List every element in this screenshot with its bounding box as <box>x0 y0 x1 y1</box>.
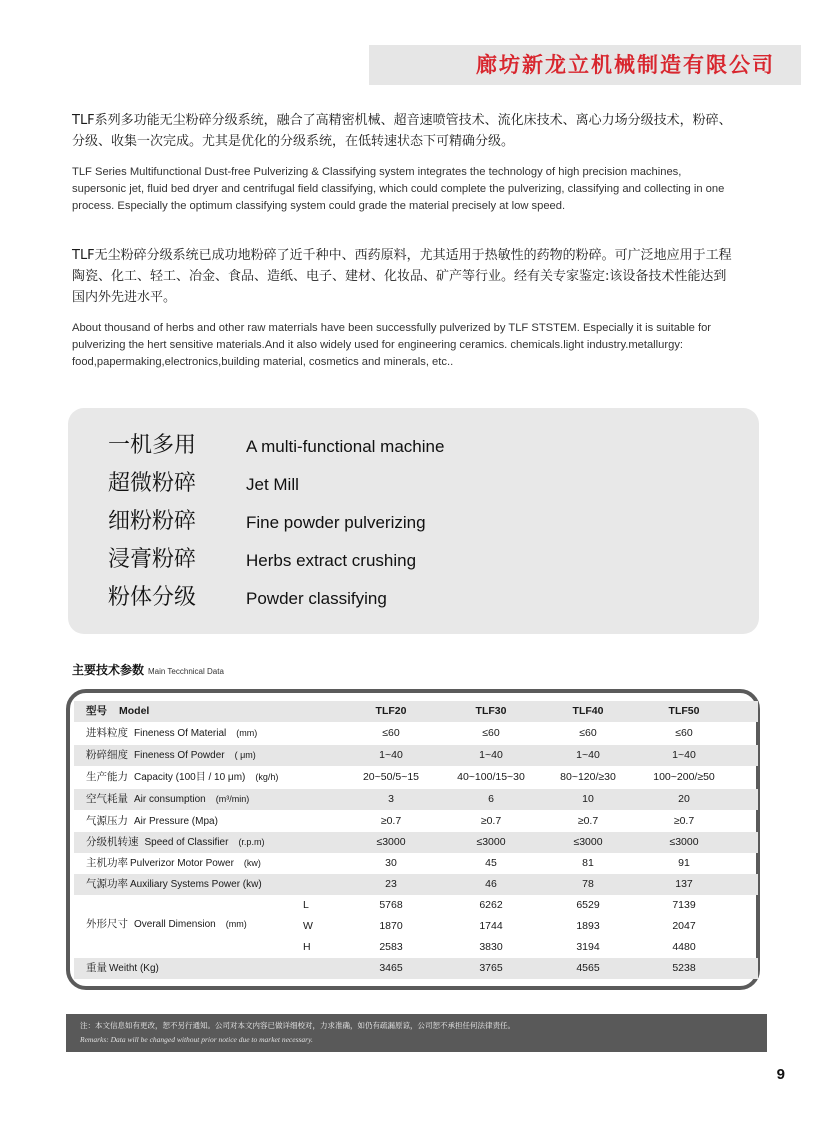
table-cell: 3 <box>388 793 394 805</box>
table-cell: ≤3000 <box>669 836 699 848</box>
spec-title-en: Main Tecchnical Data <box>148 667 224 676</box>
dimension-axis: W <box>303 920 313 932</box>
row-label <box>86 811 218 832</box>
row-label-unit: (kg/h) <box>255 772 279 782</box>
table-cell: ≤60 <box>579 727 597 739</box>
row-label-unit: (m³/min) <box>215 794 250 804</box>
feature-en: A multi-functional machine <box>246 437 445 456</box>
intro-paragraph-cn-2: TLF无尘粉碎分级系统已成功地粉碎了近千种中、西药原料，尤其适用于热敏性的药物的粉碎。可广泛地应用于工程陶瓷、化工、轻工、冶金、食品、造纸、电子、建材、化妆品、矿产等行业。经有关专家鉴定:该设备技术性能达到国内外先进水平。 <box>72 248 732 305</box>
feature-box <box>68 408 759 634</box>
row-label-unit: (mm) <box>236 728 258 738</box>
table-cell: 45 <box>485 857 497 869</box>
row-label-en: Fineness Of Material <box>134 728 227 739</box>
dimension-label-en: Overall Dimension <box>134 919 216 930</box>
table-cell: 2583 <box>379 941 403 953</box>
table-cell: 20~50/5~15 <box>362 771 420 783</box>
table-cell: 10 <box>582 793 594 805</box>
table-cell: ≥0.7 <box>380 815 402 827</box>
feature-cn: 细粉粉碎 <box>108 509 197 534</box>
row-label-cn: 主机功率 <box>86 857 128 869</box>
table-cell: 3465 <box>379 962 403 974</box>
table-row <box>74 767 758 788</box>
header-label-cn: 型号 <box>86 705 107 717</box>
table-cell: 6262 <box>479 899 503 911</box>
table-cell: ≤60 <box>482 727 500 739</box>
dimension-row <box>74 895 758 916</box>
table-cell: 3830 <box>479 941 503 953</box>
row-label <box>86 874 262 895</box>
feature-en: Powder classifying <box>246 589 387 608</box>
dimension-axis: L <box>303 899 309 911</box>
spec-title <box>72 660 224 680</box>
row-label-cn: 进料粒度 <box>86 727 128 739</box>
row-label-unit: ( μm) <box>234 750 256 760</box>
table-cell: ≤3000 <box>376 836 406 848</box>
table-cell: 78 <box>582 878 594 890</box>
remarks-cn: 注：本文信息如有更改，恕不另行通知。公司对本文内容已做详细校对，力求准确，如仍有疏漏原谅，公司恕不承担任何法律责任。 <box>80 1021 515 1030</box>
table-cell: 100~200/≥50 <box>653 771 715 783</box>
remarks-en: Remarks: Data will be changed without prior notice due to market necessary. <box>80 1035 313 1044</box>
feature-cn: 超微粉碎 <box>108 471 197 496</box>
row-label-cn: 生产能力 <box>86 771 128 783</box>
dimension-row <box>74 937 758 958</box>
feature-cn: 一机多用 <box>108 433 197 458</box>
row-label-en: Capacity (100目 / 10 μm) <box>134 772 246 783</box>
table-row <box>74 723 758 744</box>
row-label <box>86 958 159 979</box>
model-header: TLF50 <box>668 705 700 717</box>
row-label <box>86 723 257 744</box>
page-number: 9 <box>776 1066 785 1083</box>
table-cell: 4480 <box>672 941 696 953</box>
table-cell: 91 <box>678 857 690 869</box>
dimension-label-cn: 外形尺寸 <box>86 918 128 930</box>
table-cell: ≤3000 <box>476 836 506 848</box>
row-label-cn: 重量 <box>86 962 107 974</box>
table-cell: 30 <box>385 857 397 869</box>
model-header: TLF40 <box>572 705 604 717</box>
table-cell: 40~100/15~30 <box>457 771 525 783</box>
dimension-label-unit: (mm) <box>225 919 247 929</box>
row-label-cn: 粉碎细度 <box>86 749 128 761</box>
table-cell: 137 <box>675 878 693 890</box>
table-cell: 1893 <box>576 920 600 932</box>
model-header: TLF20 <box>375 705 407 717</box>
intro-paragraph-en-1: TLF Series Multifunctional Dust-free Pulverizing & Classifying system integrates the technology of high precision machines, supersonic jet, fluid bed dryer and centrifugal field classifying, which could complete the pulverizing, classifying and collecting in one process. Especially the optimum classifying system could grade the material precisely at low speed. <box>72 166 725 212</box>
table-cell: ≥0.7 <box>480 815 502 827</box>
table-cell: 7139 <box>672 899 696 911</box>
table-cell: 1~40 <box>479 749 503 761</box>
table-cell: ≥0.7 <box>577 815 599 827</box>
row-label-cn: 气源功率 <box>86 878 128 890</box>
row-label-en: Auxiliary Systems Power (kw) <box>130 879 262 890</box>
dimension-row <box>74 916 758 937</box>
intro-paragraph-cn-1: TLF系列多功能无尘粉碎分级系统，融合了高精密机械、超音速喷管技术、流化床技术、离心力场分级技术，粉碎、分级、收集一次完成。尤其是优化的分级系统，在低转速状态下可精确分级。 <box>72 113 732 149</box>
row-label-en: Air consumption <box>134 794 206 805</box>
row-label-en: Speed of Classifier <box>144 837 229 848</box>
header-label <box>86 701 149 722</box>
feature-cn: 浸膏粉碎 <box>108 547 197 572</box>
table-cell: 6529 <box>576 899 600 911</box>
table-cell: 1~40 <box>576 749 600 761</box>
table-cell: 1~40 <box>672 749 696 761</box>
header-label-en: Model <box>119 705 150 717</box>
company-title: 廊坊新龙立机械制造有限公司 <box>476 53 775 77</box>
row-label <box>86 789 249 810</box>
feature-en: Fine powder pulverizing <box>246 513 426 532</box>
row-label <box>86 832 264 853</box>
table-cell: ≥0.7 <box>673 815 695 827</box>
row-label-en: Weitht (Kg) <box>109 963 159 974</box>
table-cell: 1~40 <box>379 749 403 761</box>
table-cell: ≤60 <box>675 727 693 739</box>
table-row <box>74 832 758 853</box>
table-cell: 23 <box>385 878 397 890</box>
table-cell: 3194 <box>576 941 600 953</box>
row-label <box>86 745 256 766</box>
row-label-cn: 空气耗量 <box>86 793 128 805</box>
row-label-en: Pulverizor Motor Power <box>130 858 234 869</box>
row-label-unit: (kw) <box>243 858 261 868</box>
model-header: TLF30 <box>475 705 507 717</box>
feature-en: Herbs extract crushing <box>246 551 417 570</box>
table-cell: 20 <box>678 793 690 805</box>
table-header-row <box>74 701 758 722</box>
row-label <box>86 853 261 874</box>
intro-paragraph-en-2: About thousand of herbs and other raw materrials have been successfully pulverized by TLF STSTEM. Especially it is suitable for pulverizing the hert sensitive materials.And it also widely used for engineering ceramics. chemicals.light industry.metallurgy: food,papermaking,electronics,building material, cosmetics and minerals, etc.. <box>72 322 712 368</box>
row-label <box>86 767 278 788</box>
feature-en: Jet Mill <box>246 475 299 494</box>
table-cell: 2047 <box>672 920 696 932</box>
spec-title-cn: 主要技术参数 <box>72 663 145 677</box>
feature-cn: 粉体分级 <box>108 585 197 610</box>
table-cell: 4565 <box>576 962 600 974</box>
row-label-cn: 气源压力 <box>86 815 128 827</box>
table-cell: 3765 <box>479 962 503 974</box>
table-row <box>74 789 758 810</box>
row-label-cn: 分级机转速 <box>86 836 139 848</box>
remarks-bar <box>66 1014 767 1052</box>
table-cell: 5238 <box>672 962 696 974</box>
table-cell: 5768 <box>379 899 403 911</box>
table-row <box>74 853 758 874</box>
table-cell: 80~120/≥30 <box>560 771 616 783</box>
table-row <box>74 811 758 832</box>
row-label-unit: (r.p.m) <box>238 837 265 847</box>
row-label-en: Air Pressure (Mpa) <box>134 816 218 827</box>
table-cell: 81 <box>582 857 594 869</box>
table-row <box>74 745 758 766</box>
table-cell: 6 <box>488 793 494 805</box>
row-label-en: Fineness Of Powder <box>134 750 225 761</box>
weight-row <box>74 958 758 979</box>
table-cell: ≤60 <box>382 727 400 739</box>
table-cell: 1744 <box>479 920 503 932</box>
table-cell: ≤3000 <box>573 836 603 848</box>
table-row <box>74 874 758 895</box>
table-cell: 46 <box>485 878 497 890</box>
dimension-axis: H <box>303 941 311 953</box>
table-cell: 1870 <box>379 920 403 932</box>
